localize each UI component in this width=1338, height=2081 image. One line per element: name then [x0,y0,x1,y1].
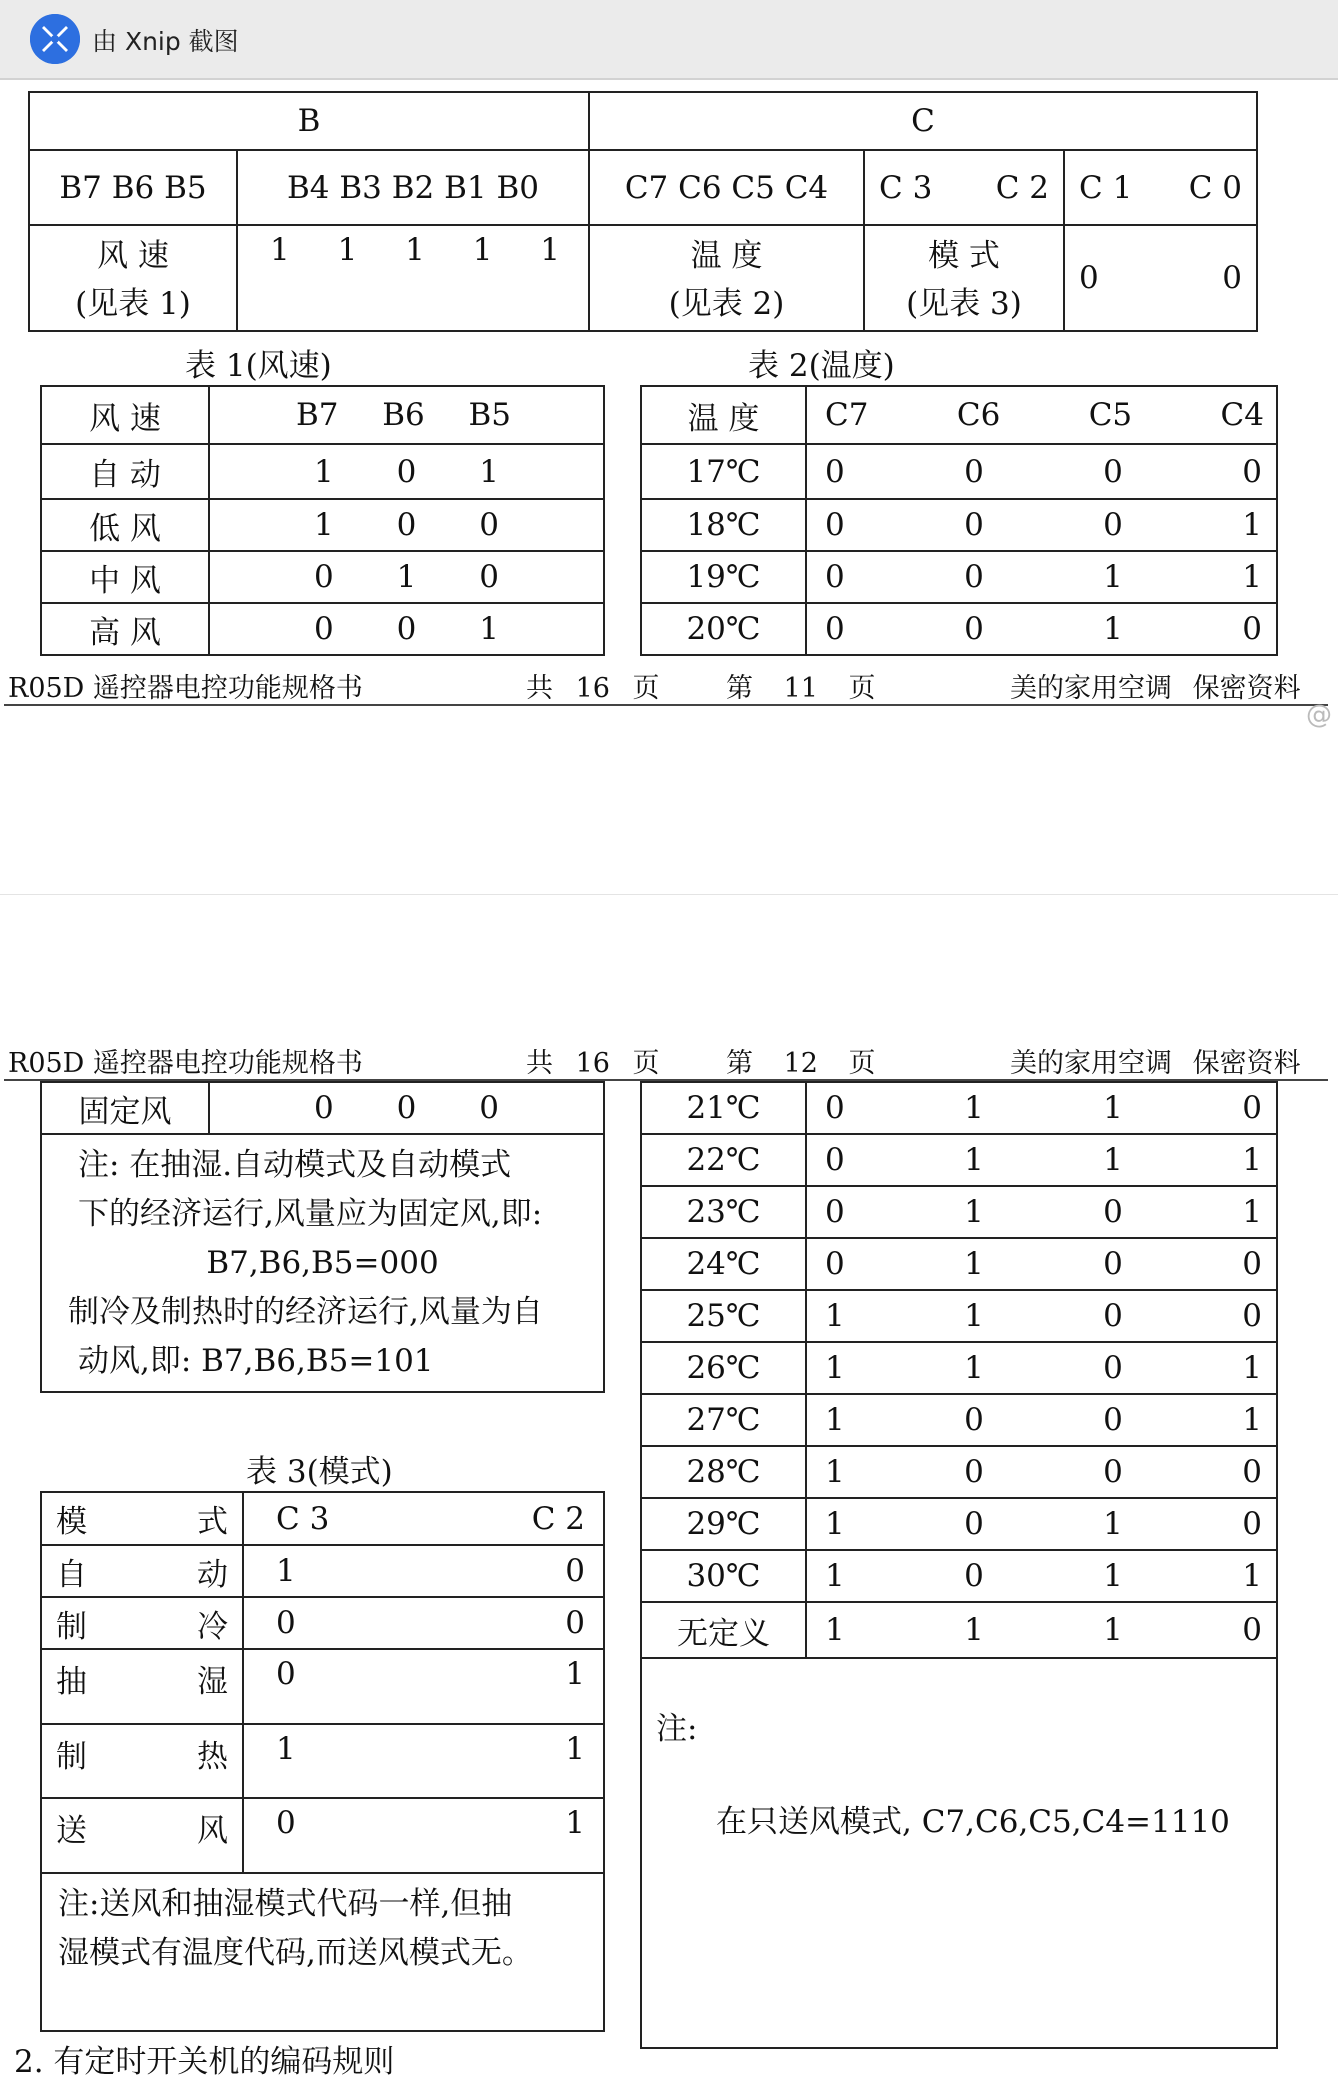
bit-value: 1 [314,453,334,490]
t2-header-c4: C4 [1220,397,1264,433]
page11-footer-company: 美的家用空调 保密资料 [1010,673,1301,704]
bit-value: 0 [825,507,845,543]
t3-header-mode [41,1492,243,1545]
t2-bits [806,1602,1277,1658]
t1-header-b5: B5 [468,397,511,433]
bit-value: 1 [825,1402,845,1438]
bit-value: 1 [479,453,499,490]
bit-value: 0 [825,611,845,647]
t3-header-b: 式 [197,1504,228,1540]
bits-b4-b0: B4 B3 B2 B1 B0 [237,150,589,225]
mode-char: 制 [56,1608,87,1645]
mode-char: 风 [197,1813,228,1849]
bit-value: 1 [1103,1142,1123,1178]
table-row [641,551,1277,603]
t2-bits [806,603,1277,655]
bit-value: 0 [314,559,334,595]
table2-temperature [640,385,1278,656]
table-row [41,1597,604,1649]
table-row [641,444,1277,499]
speed-label: 风 速 [97,238,169,274]
table-row [641,1446,1277,1498]
note-line: 注: 在抽湿.自动模式及自动模式 [78,1147,512,1183]
t2-note-text: 在只送风模式, C7,C6,C5,C4=1110 [716,1804,1230,1840]
bit-value: 1 [964,1194,984,1230]
bit-value: 1 [1242,1558,1262,1594]
t1-header-b6: B6 [382,397,425,433]
bits-c1-c0 [1064,150,1257,225]
t2-temp: 28℃ [641,1446,806,1498]
bit-value: 0 [479,1090,499,1126]
bit-value: 0 [1242,1454,1262,1490]
t2-temp: 23℃ [641,1186,806,1238]
temp-ref: (见表 2) [668,286,785,322]
t2-bits [806,1394,1277,1446]
t2-temp: 26℃ [641,1342,806,1394]
table-row [641,1290,1277,1342]
watermark-text: @ [1306,700,1332,730]
t2-header-bits [806,386,1277,444]
bit-value: 0 [825,559,845,595]
bit-value: 0 [1103,1350,1123,1386]
table-row [641,1342,1277,1394]
bit-value: 0 [964,611,984,647]
t3-bits [243,1798,604,1873]
window-title: 由 Xnip 截图 [92,27,239,56]
bit-c3: C 3 [879,169,933,206]
next-section-heading: 2. 有定时开关机的编码规则 [14,2044,395,2080]
t3-header-c2: C 2 [531,1500,585,1537]
bit-value: 1 [1103,559,1123,595]
xnip-logo-icon-shape [30,14,80,64]
bit-value: 0 [314,611,334,647]
bit-value: 0 [396,453,417,490]
t3-mode [41,1597,243,1649]
note-line: 下的经济运行,风量应为固定风,即: [78,1196,543,1232]
bit-value: 0 [964,559,984,595]
t3-header-bits [243,1492,604,1545]
t3-mode [41,1545,243,1597]
mode-char: 抽 [56,1664,87,1700]
mode-char: 冷 [197,1608,228,1645]
bit-value: 0 [1242,1612,1262,1648]
table-row [41,1798,604,1873]
bit-value: 1 [276,1553,296,1589]
table-row [41,1724,604,1798]
bit-value: 0 [1079,260,1099,296]
table-row [41,551,604,603]
bits-c3-c2 [864,150,1064,225]
t2-temp: 20℃ [641,603,806,655]
page11-footer-doc: R05D 遥控器电控功能规格书 [8,673,363,704]
bit-value: 0 [276,1605,296,1641]
t1-speed: 高 风 [41,603,209,655]
t2-note [641,1658,1277,2048]
table3-mode [40,1491,605,2032]
temp-label: 温 度 [690,238,763,274]
bit-layout-table [28,91,1258,332]
table-row [41,1545,604,1597]
bit-value: 0 [479,507,499,543]
mode-char: 热 [197,1739,228,1775]
note-line: 注:送风和抽湿模式代码一样,但抽 [58,1886,513,1922]
bit-value: 0 [396,611,417,647]
bit-value: 0 [565,1553,585,1589]
t2-bits [806,551,1277,603]
t3-bits [243,1724,604,1798]
table2-caption: 表 2(温度) [748,348,895,384]
t2-temp: 17℃ [641,444,806,499]
bit-value: 0 [1242,453,1262,490]
t2-temp: 21℃ [641,1082,806,1134]
bit-value: 0 [1103,1402,1123,1438]
t2-temp-undefined: 无定义 [641,1602,806,1658]
bit-value: 0 [825,453,845,490]
group-c: C [589,92,1257,150]
page11-footer-rule [4,704,1328,706]
t3-bits [243,1649,604,1724]
mode-char: 送 [56,1813,87,1849]
mode-char: 动 [197,1556,228,1593]
t3-mode [41,1798,243,1873]
page12-header-doc: R05D 遥控器电控功能规格书 [8,1048,363,1079]
t3-mode [41,1724,243,1798]
c1-c0-values [1064,225,1257,331]
bit-value: 0 [396,507,417,543]
bit-c2: C 2 [995,169,1049,206]
bit-value: 1 [1242,559,1262,595]
bit-value: 1 [1242,1402,1262,1438]
bit-value: 1 [964,1090,984,1126]
bit-value: 1 [825,1454,845,1490]
t1-bits [209,444,604,499]
t2-temp: 25℃ [641,1290,806,1342]
bit-value: 0 [276,1656,296,1692]
bit-value: 1 [270,232,290,268]
table2-continuation [640,1081,1278,2049]
t2-temp: 29℃ [641,1498,806,1550]
bit-value: 0 [825,1194,845,1230]
bit-value: 0 [1103,1454,1123,1490]
bit-value: 0 [1242,1246,1262,1282]
bit-value: 0 [1242,611,1262,647]
table-row [41,1649,604,1724]
mode-cell [864,225,1064,331]
table-row [641,1238,1277,1290]
table-row [41,444,604,499]
note-line: 制冷及制热时的经济运行,风量为自 [68,1294,543,1330]
bit-value: 1 [964,1142,984,1178]
t2-temp: 30℃ [641,1550,806,1602]
t2-header-c7: C7 [825,397,869,433]
bit-value: 0 [1242,1298,1262,1334]
bit-value: 1 [964,1350,984,1386]
page12-header-company: 美的家用空调 保密资料 [1010,1048,1301,1079]
bit-value: 0 [276,1805,296,1841]
bit-value: 1 [565,1731,585,1767]
t2-note-label: 注: [656,1711,698,1747]
t1-note [41,1134,604,1392]
bit-value: 0 [964,1506,984,1542]
bit-value: 1 [1103,1558,1123,1594]
table-row [641,1186,1277,1238]
t1-speed: 中 风 [41,551,209,603]
t1-bits [209,1082,604,1134]
t2-bits [806,444,1277,499]
bit-value: 0 [1103,1298,1123,1334]
t1-bits [209,551,604,603]
temp-cell [589,225,864,331]
t3-note [41,1873,604,2031]
mode-label: 模 式 [928,238,1000,274]
note-line: B7,B6,B5=000 [206,1245,439,1281]
table-row [641,1134,1277,1186]
bit-value: 0 [1103,1246,1123,1282]
bit-value: 0 [1242,1090,1262,1126]
t2-header-c5: C5 [1088,397,1133,433]
t2-bits [806,1134,1277,1186]
page11-footer-page: 第 11 页 [726,673,876,704]
t1-speed-fixed: 固定风 [41,1082,209,1134]
bit-value: 0 [565,1605,585,1641]
bit-value: 1 [825,1612,845,1648]
table-row [41,603,604,655]
xnip-logo-icon [30,14,80,64]
table-row [641,1602,1277,1658]
bit-value: 1 [1103,1090,1123,1126]
bit-value: 1 [825,1558,845,1594]
bit-value: 1 [337,232,358,268]
t2-temp: 24℃ [641,1238,806,1290]
table-row [641,603,1277,655]
bit-value: 0 [825,1142,845,1178]
t1-header-b7: B7 [296,397,339,433]
bit-c0: C 0 [1188,169,1242,206]
page11-footer-total: 共 16 页 [526,673,660,704]
table-row [641,499,1277,551]
table1-caption: 表 1(风速) [185,348,332,384]
bit-value: 1 [1103,1612,1123,1648]
t3-header-a: 模 [56,1504,87,1540]
bit-value: 1 [964,1246,984,1282]
t2-bits [806,1186,1277,1238]
bit-value: 0 [964,453,984,490]
t2-bits [806,1082,1277,1134]
t3-bits [243,1545,604,1597]
page12-header-page: 第 12 页 [726,1048,876,1079]
bit-value: 0 [964,507,984,543]
t2-bits [806,1290,1277,1342]
mode-char: 自 [56,1556,87,1593]
bit-value: 0 [1103,507,1123,543]
bit-value: 1 [565,1656,585,1692]
table1-continuation [40,1081,605,1393]
bit-value: 1 [472,232,493,268]
bit-value: 0 [1222,260,1242,296]
t2-temp: 18℃ [641,499,806,551]
bit-value: 1 [479,611,499,647]
bit-value: 0 [479,559,499,595]
bit-c1: C 1 [1079,169,1133,206]
bit-value: 1 [825,1350,845,1386]
t2-bits [806,1550,1277,1602]
t3-mode [41,1649,243,1724]
bit-value: 1 [276,1731,296,1767]
bit-value: 0 [964,1402,984,1438]
group-b: B [29,92,589,150]
t3-header-c3: C 3 [276,1500,330,1537]
bit-value: 1 [825,1298,845,1334]
mode-char: 制 [56,1739,87,1775]
t1-header-speed: 风 速 [41,386,209,444]
table-row [641,1394,1277,1446]
table-row [641,1498,1277,1550]
bit-value: 0 [825,1246,845,1282]
bit-value: 0 [825,1090,845,1126]
t1-speed: 自 动 [41,444,209,499]
bit-value: 0 [314,1090,334,1126]
t1-header-bits [209,386,604,444]
t1-speed: 低 风 [41,499,209,551]
bit-value: 0 [396,1090,417,1126]
page12-header-total: 共 16 页 [526,1048,660,1079]
bit-value: 1 [1242,507,1262,543]
t2-bits [806,1498,1277,1550]
bit-value: 1 [964,1298,984,1334]
speed-cell [29,225,237,331]
bit-value: 1 [825,1506,845,1542]
bit-value: 1 [540,232,560,268]
table-row [641,1550,1277,1602]
t2-temp: 27℃ [641,1394,806,1446]
t2-temp: 19℃ [641,551,806,603]
mode-ref: (见表 3) [906,286,1022,322]
bit-value: 1 [565,1805,585,1841]
t2-header-temp: 温 度 [641,386,806,444]
t2-bits [806,1342,1277,1394]
t2-temp: 22℃ [641,1134,806,1186]
bit-value: 1 [1103,611,1123,647]
note-line: 湿模式有温度代码,而送风模式无。 [58,1935,533,1971]
bit-value: 0 [964,1454,984,1490]
t2-bits [806,499,1277,551]
t1-bits [209,499,604,551]
bit-value: 1 [396,559,417,595]
t2-bits [806,1446,1277,1498]
bit-value: 0 [1242,1506,1262,1542]
bits-b7-b5: B7 B6 B5 [29,150,237,225]
speed-ref: (见表 1) [75,286,191,322]
mode-char: 湿 [197,1664,228,1700]
table-row [641,1082,1277,1134]
t2-bits [806,1238,1277,1290]
table3-caption: 表 3(模式) [246,1454,393,1490]
bits-c7-c4: C7 C6 C5 C4 [589,150,864,225]
bit-value: 1 [1242,1350,1262,1386]
bit-value: 1 [964,1612,984,1648]
b4-b0-values [237,225,589,331]
table1-fan-speed [40,385,605,656]
t1-bits [209,603,604,655]
t2-header-c6: C6 [956,397,1001,433]
bit-value: 0 [1103,453,1123,490]
bit-value: 1 [314,507,334,543]
bit-value: 0 [1103,1194,1123,1230]
table-row [41,499,604,551]
page-separator [0,894,1338,895]
bit-value: 1 [1103,1506,1123,1542]
bit-value: 1 [405,232,425,268]
bit-value: 1 [1242,1194,1262,1230]
bit-value: 1 [1242,1142,1262,1178]
t3-bits [243,1597,604,1649]
bit-value: 0 [964,1558,984,1594]
note-line: 动风,即: B7,B6,B5=101 [78,1343,434,1379]
